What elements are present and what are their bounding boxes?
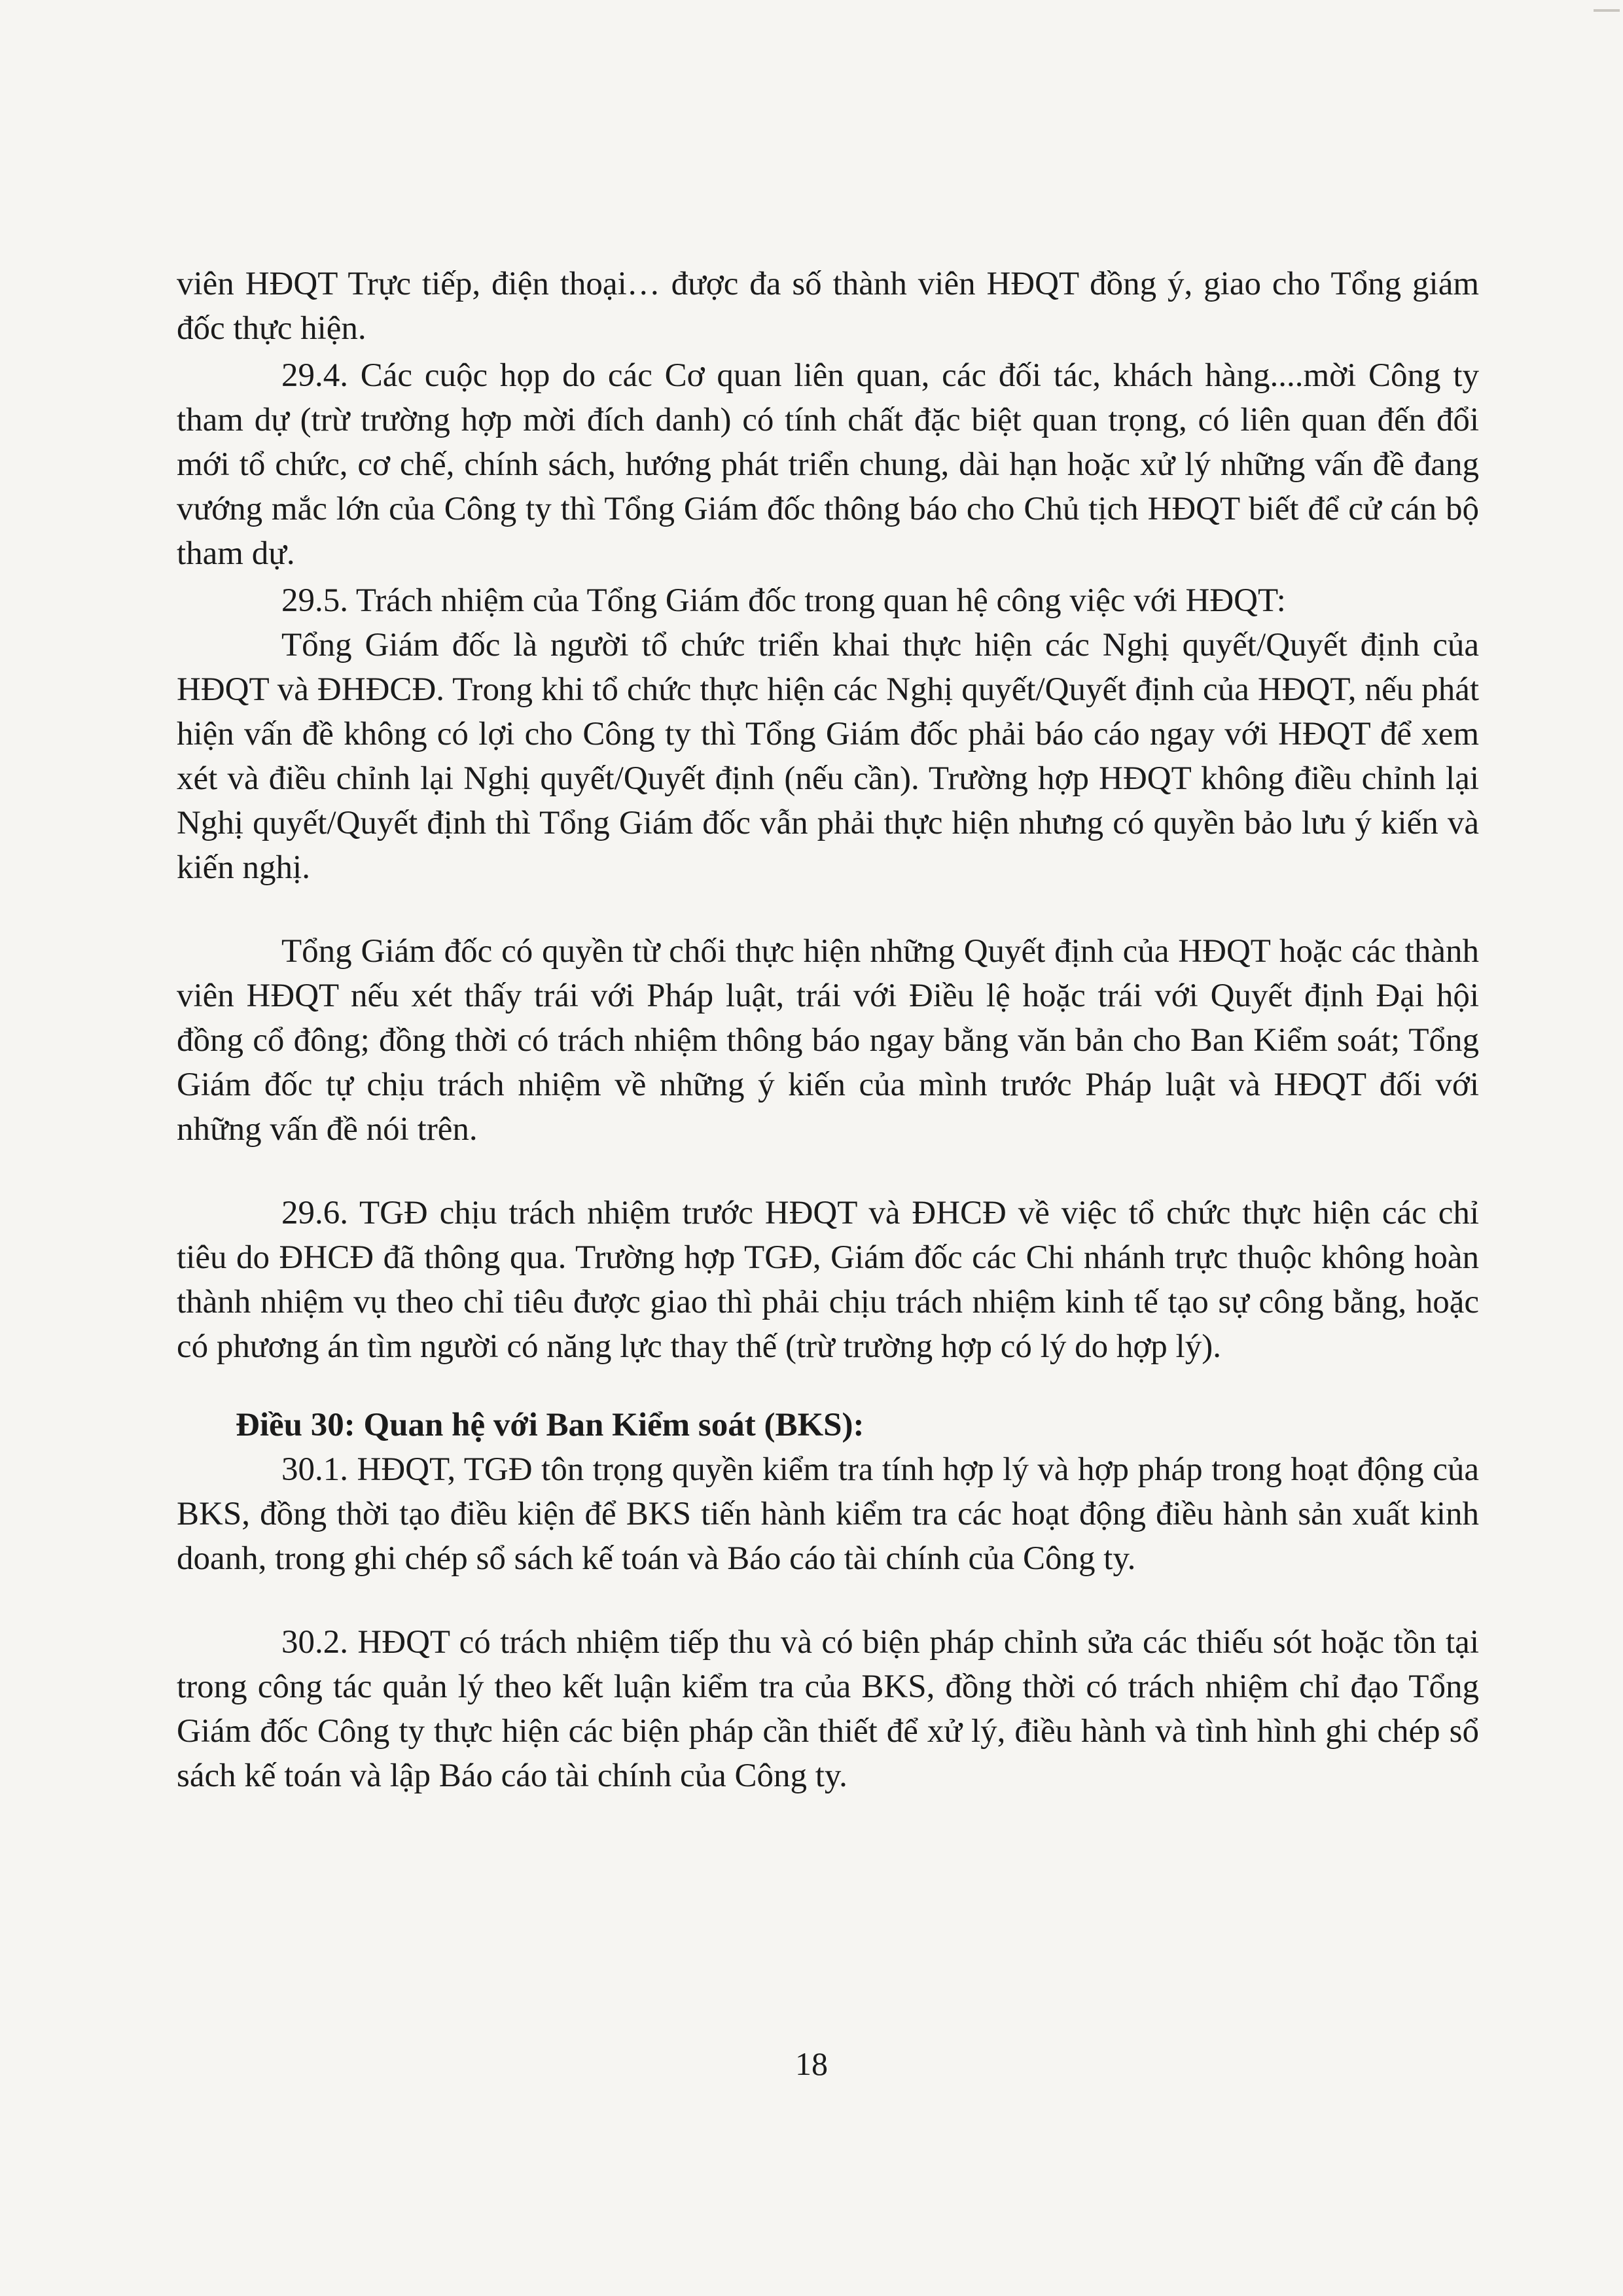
article-30-heading: Điều 30: Quan hệ với Ban Kiểm soát (BKS): bbox=[236, 1407, 865, 1443]
paragraph-29-5-title: 29.5. Trách nhiệm của Tổng Giám đốc trong quan hệ công việc với HĐQT: bbox=[281, 582, 1286, 619]
paragraph-30-1: 30.1. HĐQT, TGĐ tôn trọng quyền kiểm tra tính hợp lý và hợp pháp trong hoạt động của BKS, đồng thời tạo điều kiện để BKS tiến hành kiểm tra các hoạt động điều hành sản xuất kinh doanh, trong ghi chép sổ sách kế toán và Báo cáo tài chính của Công ty. bbox=[177, 1451, 1479, 1577]
paragraph-29-5-refusal: Tổng Giám đốc có quyền từ chối thực hiện những Quyết định của HĐQT hoặc các thành viên HĐQT nếu xét thấy trái với Pháp luật, trái với Điều lệ hoặc trái với Quyết định Đại hội đồng cổ đông; đồng thời có trách nhiệm thông báo ngay bằng văn bản cho Ban Kiểm soát; Tổng Giám đốc tự chịu trách nhiệm về những ý kiến của mình trước Pháp luật và HĐQT đối với những vấn đề nói trên. bbox=[177, 933, 1479, 1148]
paragraph-30-2: 30.2. HĐQT có trách nhiệm tiếp thu và có biện pháp chỉnh sửa các thiếu sót hoặc tồn tại trong công tác quản lý theo kết luận kiểm tra của BKS, đồng thời có trách nhiệm chỉ đạo Tổng Giám đốc Công ty thực hiện các biện pháp cần thiết để xử lý, điều hành và tình hình ghi chép sổ sách kế toán và lập Báo cáo tài chính của Công ty. bbox=[177, 1624, 1479, 1794]
paragraph-29-6: 29.6. TGĐ chịu trách nhiệm trước HĐQT và ĐHCĐ về việc tổ chức thực hiện các chỉ tiêu do ĐHCĐ đã thông qua. Trường hợp TGĐ, Giám đốc các Chi nhánh trực thuộc không hoàn thành nhiệm vụ theo chỉ tiêu được giao thì phải chịu trách nhiệm kinh tế tạo sự công bằng, hoặc có phương án tìm người có năng lực thay thế (trừ trường hợp có lý do hợp lý). bbox=[177, 1195, 1479, 1365]
page-number: 18 bbox=[795, 2045, 828, 2082]
paragraph-29-4: 29.4. Các cuộc họp do các Cơ quan liên quan, các đối tác, khách hàng....mời Công ty tham dự (trừ trường hợp mời đích danh) có tính chất đặc biệt quan trọng, có liên quan đến đổi mới tổ chức, cơ chế, chính sách, hướng phát triển chung, dài hạn hoặc xử lý những vấn đề đang vướng mắc lớn của Công ty thì Tổng Giám đốc thông báo cho Chủ tịch HĐQT biết để cử cán bộ tham dự. bbox=[177, 357, 1479, 572]
document-body bbox=[177, 262, 1479, 1798]
paragraph-continuation: viên HĐQT Trực tiếp, điện thoại… được đa số thành viên HĐQT đồng ý, giao cho Tổng giám đốc thực hiện. bbox=[177, 266, 1479, 347]
paragraph-29-5-body: Tổng Giám đốc là người tổ chức triển khai thực hiện các Nghị quyết/Quyết định của HĐQT và ĐHĐCĐ. Trong khi tổ chức thực hiện các Nghị quyết/Quyết định của HĐQT, nếu phát hiện vấn đề không có lợi cho Công ty thì Tổng Giám đốc phải báo cáo ngay với HĐQT để xem xét và điều chỉnh lại Nghị quyết/Quyết định (nếu cần). Trường hợp HĐQT không điều chỉnh lại Nghị quyết/Quyết định thì Tổng Giám đốc vẫn phải thực hiện nhưng có quyền bảo lưu ý kiến và kiến nghị. bbox=[177, 627, 1479, 886]
scan-edge-mark bbox=[1594, 9, 1620, 12]
